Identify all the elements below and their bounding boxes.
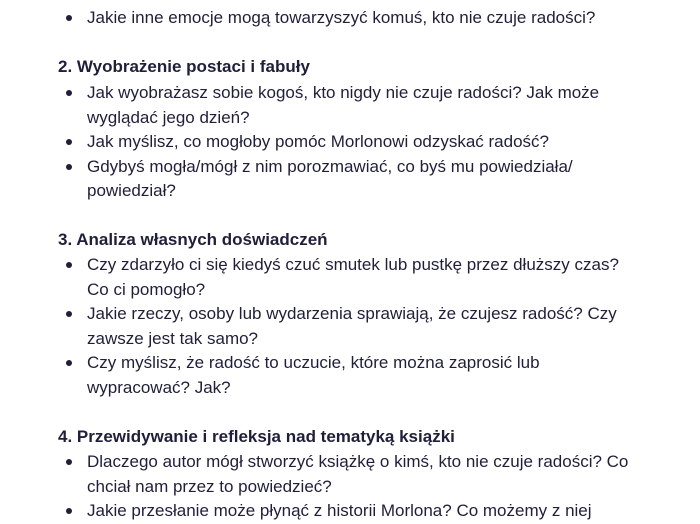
list-item	[0, 81, 647, 130]
list-item-line: powiedział?	[87, 181, 176, 200]
list-item-line: Czy myślisz, że radość to uczucie, które można zaprosić lub	[87, 353, 540, 372]
list-item-line: Gdybyś mogła/mógł z nim porozmawiać, co byś mu powiedziała/	[87, 156, 573, 176]
bullet-icon	[66, 360, 72, 366]
bullet-icon	[66, 139, 72, 145]
bullet-icon	[66, 262, 72, 268]
list-item	[0, 302, 647, 351]
bullet-icon	[66, 459, 72, 465]
bullet-icon	[66, 508, 72, 514]
bullet-list-section-1	[0, 6, 700, 31]
list-item-line: Jak wyobrażasz sobie kogoś, kto nigdy nie czuje radości? Jak może	[87, 83, 600, 102]
section-heading: 2. Wyobrażenie postaci i fabuły	[58, 57, 310, 76]
bullet-list-section-3	[0, 253, 700, 400]
list-item-line: wypracować? Jak?	[87, 377, 231, 397]
list-item-line: zawsze jest tak samo?	[87, 328, 259, 348]
list-item-line: wyglądać jego dzień?	[87, 107, 250, 127]
list-item	[0, 450, 647, 499]
list-item-line: Jak myślisz, co mogłoby pomóc Morlonowi odzyskać radość?	[87, 132, 550, 151]
list-item	[0, 6, 647, 31]
list-item-line: Jakie inne emocje mogą towarzyszyć komuś, kto nie czuje radości?	[87, 8, 596, 27]
bullet-list-section-2	[0, 81, 700, 204]
list-item-line: Co ci pomogło?	[87, 279, 206, 299]
list-item-line: Jakie przesłanie może płynąć z historii Morlona? Co możemy z niej	[87, 501, 592, 520]
list-item	[0, 155, 647, 204]
bullet-list-section-4	[0, 450, 700, 524]
section-heading: 4. Przewidywanie i refleksja nad tematyką książki	[58, 427, 455, 446]
list-item-line: Jakie rzeczy, osoby lub wydarzenia sprawiają, że czujesz radość? Czy	[87, 304, 617, 323]
bullet-icon	[66, 164, 72, 170]
list-item	[0, 351, 647, 400]
list-item-line: Dlaczego autor mógł stworzyć książkę o kimś, kto nie czuje radości? Co	[87, 452, 629, 471]
list-item	[0, 130, 647, 155]
bullet-icon	[66, 90, 72, 96]
list-item-line: Czy zdarzyło ci się kiedyś czuć smutek lub pustkę przez dłuższy czas?	[87, 255, 619, 274]
section-heading: 3. Analiza własnych doświadczeń	[58, 230, 328, 249]
bullet-icon	[66, 311, 72, 317]
list-item	[0, 253, 647, 302]
bullet-icon	[66, 15, 72, 21]
list-item-line: chciał nam przez to powiedzieć?	[87, 476, 332, 496]
